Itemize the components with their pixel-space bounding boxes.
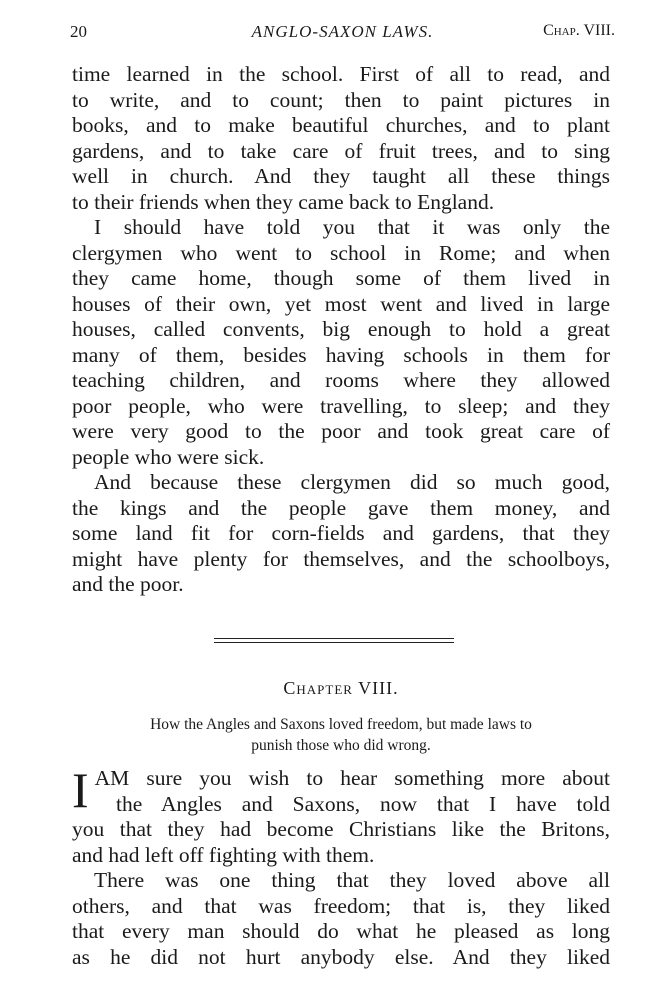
- text-line: And because these clergymen did so much good,: [94, 470, 610, 494]
- text-line: as he did not hurt anybody else. And they liked: [72, 944, 610, 969]
- text-line: teaching children, and rooms where they allowed: [72, 368, 610, 392]
- chapter-summary: [72, 714, 610, 756]
- chapter-text-block: [72, 762, 610, 970]
- chapter-heading: Chapter VIII.: [283, 678, 399, 698]
- text-line: that every man should do what he pleased as long: [72, 919, 610, 943]
- text-line: to their friends when they came back to England.: [72, 189, 495, 214]
- text-line: they came home, though some of them lived in: [72, 266, 610, 290]
- text-line: to write, and to count; then to paint pictures in: [72, 87, 610, 112]
- text-line: gardens, and to take care of fruit trees, and to sing: [72, 138, 610, 163]
- text-line: some land fit for corn-fields and gardens, that they: [72, 521, 610, 545]
- running-chapter: Chap. VIII.: [543, 22, 615, 39]
- text-line: and had left off fighting with them.: [72, 842, 375, 867]
- text-line: others, and that was freedom; that is, they liked: [72, 893, 610, 918]
- text-line: well in church. And they taught all these things: [72, 164, 610, 188]
- text-line: you that they had become Christians like the Britons,: [72, 817, 610, 841]
- text-line: books, and to make beautiful churches, and to plant: [72, 113, 610, 137]
- text-line: poor people, who were travelling, to sleep; and they: [72, 393, 610, 418]
- section-divider: [214, 638, 454, 643]
- text-line: houses, called convents, big enough to hold a great: [72, 317, 610, 341]
- text-line: and the poor.: [72, 572, 184, 596]
- paragraph-3: [72, 470, 610, 598]
- chapter-paragraph-1: [72, 762, 610, 868]
- page-number: 20: [70, 22, 87, 41]
- text-line: houses of their own, yet most went and lived in large: [72, 291, 610, 316]
- text-line: people who were sick.: [72, 444, 265, 469]
- text-line: many of them, besides having schools in them for: [72, 342, 610, 367]
- paragraph-2: [72, 215, 610, 470]
- drop-cap: I: [72, 762, 89, 818]
- text-line: the kings and the people gave them money, and: [72, 495, 610, 520]
- text-line: clergymen who went to school in Rome; and when: [72, 240, 610, 265]
- paragraph-1: [72, 62, 610, 215]
- chapter-paragraph-2: [72, 868, 610, 970]
- running-title: ANGLO-SAXON LAWS.: [251, 22, 434, 41]
- text-line: were very good to the poor and took great care of: [72, 419, 610, 443]
- text-line: the Angles and Saxons, now that I have told: [116, 791, 610, 816]
- running-head: [70, 22, 615, 46]
- summary-line: punish those who did wrong.: [251, 737, 431, 754]
- text-line: might have plenty for themselves, and the schoolboys,: [72, 546, 610, 571]
- text-line: There was one thing that they loved above all: [94, 868, 610, 892]
- text-line: time learned in the school. First of all to read, and: [72, 62, 610, 86]
- text-line: AM sure you wish to hear something more about: [94, 766, 610, 790]
- top-text-block: [72, 62, 610, 598]
- summary-line: How the Angles and Saxons loved freedom, but made laws to: [150, 716, 532, 733]
- text-line: I should have told you that it was only the: [94, 215, 610, 239]
